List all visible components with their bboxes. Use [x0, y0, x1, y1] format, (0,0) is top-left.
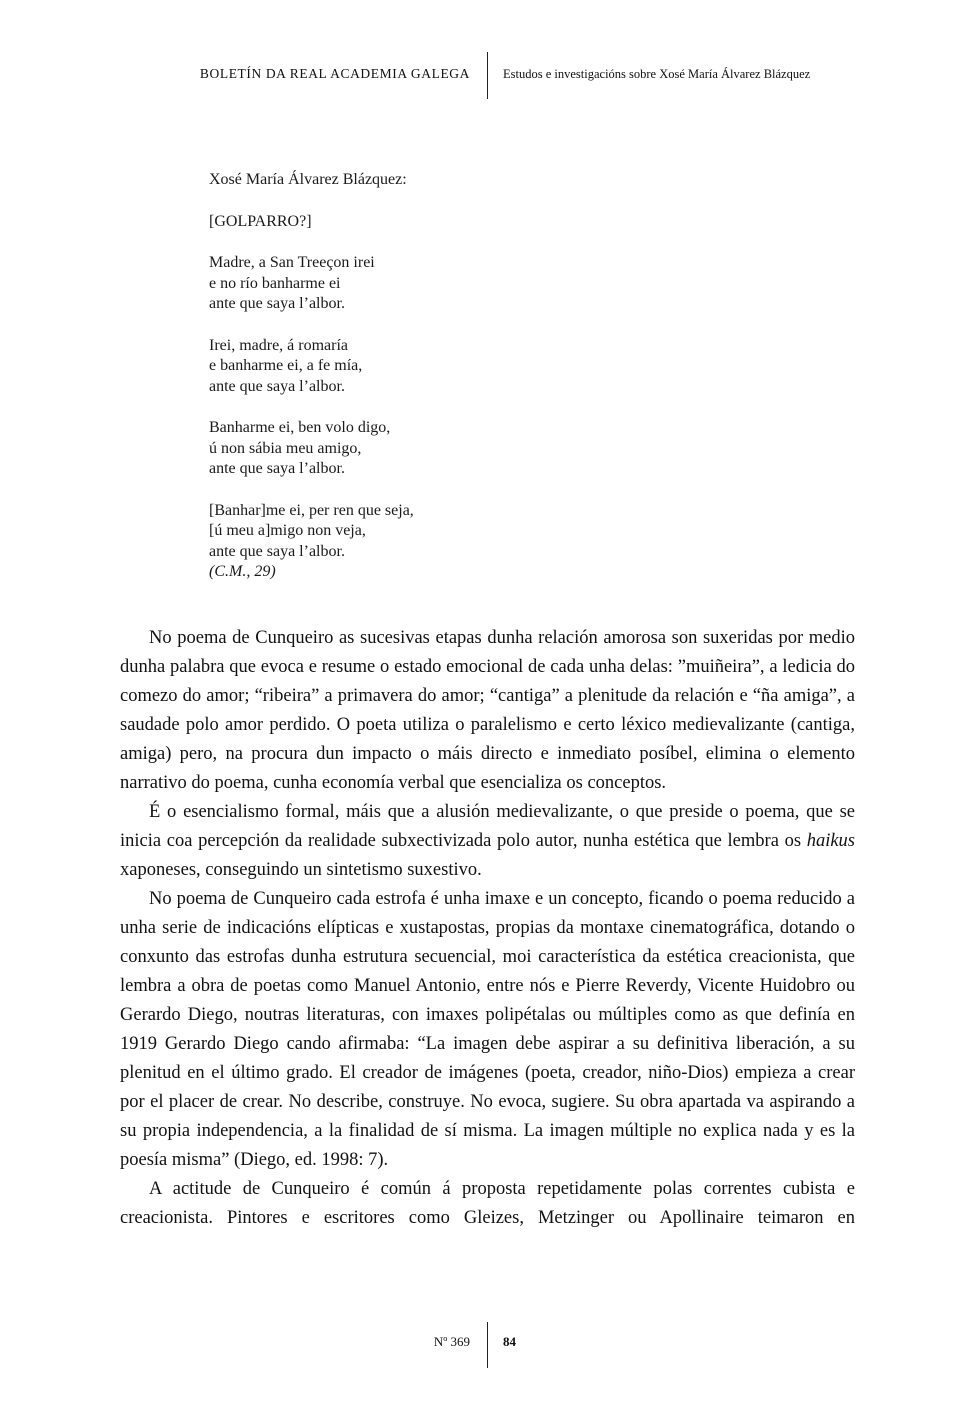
verse-line: Banharme ei, ben volo digo, — [209, 419, 391, 436]
stanza-4 — [209, 501, 414, 583]
verse-line: ante que saya l’albor. — [209, 542, 345, 560]
verse-line: e banharme ei, a fe mía, — [209, 357, 363, 374]
page-number: 84 — [503, 1334, 516, 1349]
stanza-gap — [209, 315, 414, 336]
running-header — [0, 52, 975, 100]
paragraph-2-text-end: xaponeses, conseguindo un sintetismo suxestivo. — [120, 860, 482, 880]
verse-line: ú non sábia meu amigo, — [209, 439, 362, 457]
paragraph-2 — [120, 798, 855, 885]
journal-title: BOLETÍN DA REAL ACADEMIA GALEGA — [199, 66, 470, 81]
paragraph-1: No poema de Cunqueiro as sucesivas etapas dunha relación amorosa son suxeridas por medio dunha palabra que evoca e resume o estado emocional de cada unha delas: ”muiñeira”, a ledicia do comezo do amor; “ribeira” a primavera do amor; “cantiga” a plenitude da relación e “ña amiga”, a saudade polo amor perdido. O poeta utiliza o paralelismo e certo léxico medievalizante (cantiga, amiga) pero, na procura dun impacto o máis directo e inmediato posíbel, elimina o elemento narrativo do poema, cunha economía verbal que esencializa os conceptos. — [120, 628, 855, 793]
body-text — [120, 624, 855, 1233]
paragraph-2-text: É o esencialismo formal, máis que a alusión medievalizante, o que preside o poema, que se inicia coa percepción da realidade subxectivizada polo autor, nunha estética que lembra os — [120, 802, 855, 851]
verse-line: ante que saya l’albor. — [209, 295, 345, 312]
stanza-gap — [209, 480, 414, 501]
issue-number: Nº 369 — [433, 1334, 470, 1349]
emphasis-haikus: haikus — [806, 831, 855, 851]
footer-divider — [487, 1322, 488, 1368]
header-divider — [487, 52, 488, 99]
verse-line: Madre, a San Treeçon irei — [209, 254, 375, 271]
verse-line: Irei, madre, á romaría — [209, 336, 349, 354]
verse-line: e no río banharme ei — [209, 274, 341, 292]
paragraph-4: A actitude de Cunqueiro é común á proposta repetidamente polas correntes cubista e creacionista. Pintores e escritores como Gleizes, Metzinger ou Apollinaire teimaron en — [120, 1179, 855, 1228]
poem-title: [GOLPARRO?] — [209, 212, 312, 230]
running-footer — [0, 1322, 975, 1370]
stanza-3 — [209, 418, 414, 480]
poem-quotation — [209, 170, 414, 583]
poem-author: Xosé María Álvarez Blázquez: — [209, 171, 407, 188]
section-title: Estudos e investigacións sobre Xosé María Álvarez Blázquez — [503, 67, 811, 81]
verse-line: ante que saya l’albor. — [209, 460, 345, 477]
verse-line: [ú meu a]migo non veja, — [209, 522, 366, 539]
poem-citation: (C.M., 29) — [209, 563, 276, 580]
stanza-2 — [209, 336, 414, 398]
paragraph-3: No poema de Cunqueiro cada estrofa é unha imaxe e un concepto, ficando o poema reducido a unha serie de indicacións elípticas e xustapostas, propias da montaxe cinematográfica, dotando o conxunto das estrofas dunha estrutura secuencial, moi característica da estética creacionista, que lembra a obra de poetas como Manuel Antonio, entre nós e Pierre Reverdy, Vicente Huidobro ou Gerardo Diego, noutras literaturas, con imaxes polipétalas ou múltiples como as que definía en 1919 Gerardo Diego cando afirmaba: “La imagen debe aspirar a su definitiva liberación, a su plenitud en el último grado. El creador de imágenes (poeta, creador, niño-Dios) empieza a crear por el placer de crear. No describe, construye. No evoca, sugiere. Su obra apartada va aspirando a su propia independencia, a la finalidad de sí misma. La imagen múltiple no explica nada y es la poesía misma” (Diego, ed. 1998: 7). — [120, 889, 855, 1170]
verse-line: ante que saya l’albor. — [209, 377, 345, 395]
stanza-gap — [209, 397, 414, 418]
stanza-1 — [209, 253, 414, 315]
verse-line: [Banhar]me ei, per ren que seja, — [209, 501, 414, 519]
